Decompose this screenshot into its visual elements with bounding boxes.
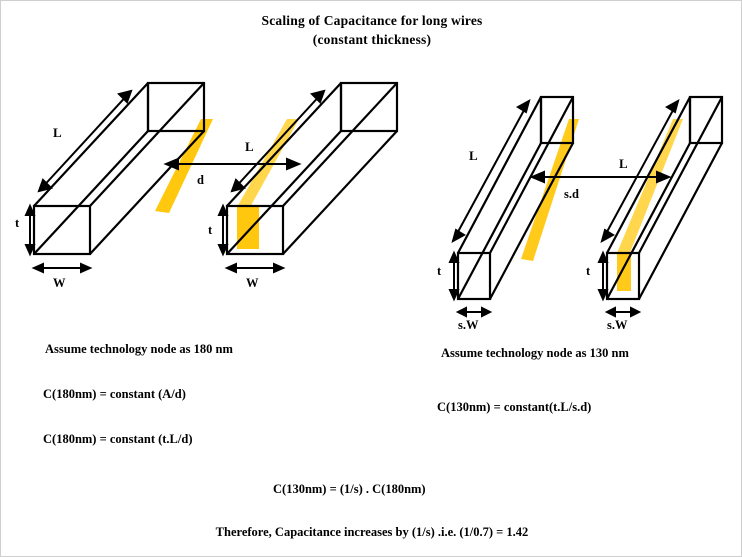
left-wire-1-width-label: W: [53, 276, 66, 290]
right-wire-2-width-label: s.W: [607, 318, 628, 332]
right-spacing-label: s.d: [564, 187, 579, 201]
right-wire-1-width-arrow: [458, 308, 490, 316]
right-technology-node-note: Assume technology node as 130 nm: [441, 346, 629, 360]
equation-center: C(130nm) = (1/s) . C(180nm): [273, 482, 426, 496]
right-wire-1-length-arrow: [453, 101, 529, 241]
equation-left-2: C(180nm) = constant (t.L/d): [43, 432, 193, 446]
diagram-drawing: [1, 1, 742, 557]
left-spacing-label: d: [197, 173, 204, 187]
equation-right-1: C(130nm) = constant(t.L/s.d): [437, 400, 592, 414]
left-wire-1-thickness-label: t: [15, 216, 20, 230]
conclusion-text: Therefore, Capacitance increases by (1/s) .i.e. (1/0.7) = 1.42: [215, 525, 529, 539]
left-wire-1-thickness-arrow: [26, 206, 34, 254]
right-wire-2-thickness-arrow: [599, 253, 607, 299]
right-wire-1-length-label: L: [469, 148, 478, 163]
left-wire-1-width-arrow: [34, 264, 90, 272]
left-wire-2-thickness-arrow: [219, 206, 227, 254]
left-wire-2-width-label: W: [246, 276, 259, 290]
left-wire-2-thickness-label: t: [208, 223, 213, 237]
right-wire-2-length-label: L: [619, 156, 628, 171]
left-wire-2-length-label: L: [245, 139, 254, 154]
right-wire-1-thickness-label: t: [437, 264, 442, 278]
right-wire-2-width-arrow: [607, 308, 639, 316]
left-wire-1-length-label: L: [53, 125, 62, 140]
right-wire-2-thickness-label: t: [586, 264, 591, 278]
left-wire-2-width-arrow: [227, 264, 283, 272]
left-technology-node-note: Assume technology node as 180 nm: [45, 342, 233, 356]
figure-title-line2: (constant thickness): [312, 32, 432, 47]
right-wire-1-thickness-arrow: [450, 253, 458, 299]
equation-left-1: C(180nm) = constant (A/d): [43, 387, 186, 401]
figure-title-line1: Scaling of Capacitance for long wires: [261, 13, 483, 28]
right-wire-1-width-label: s.W: [458, 318, 479, 332]
